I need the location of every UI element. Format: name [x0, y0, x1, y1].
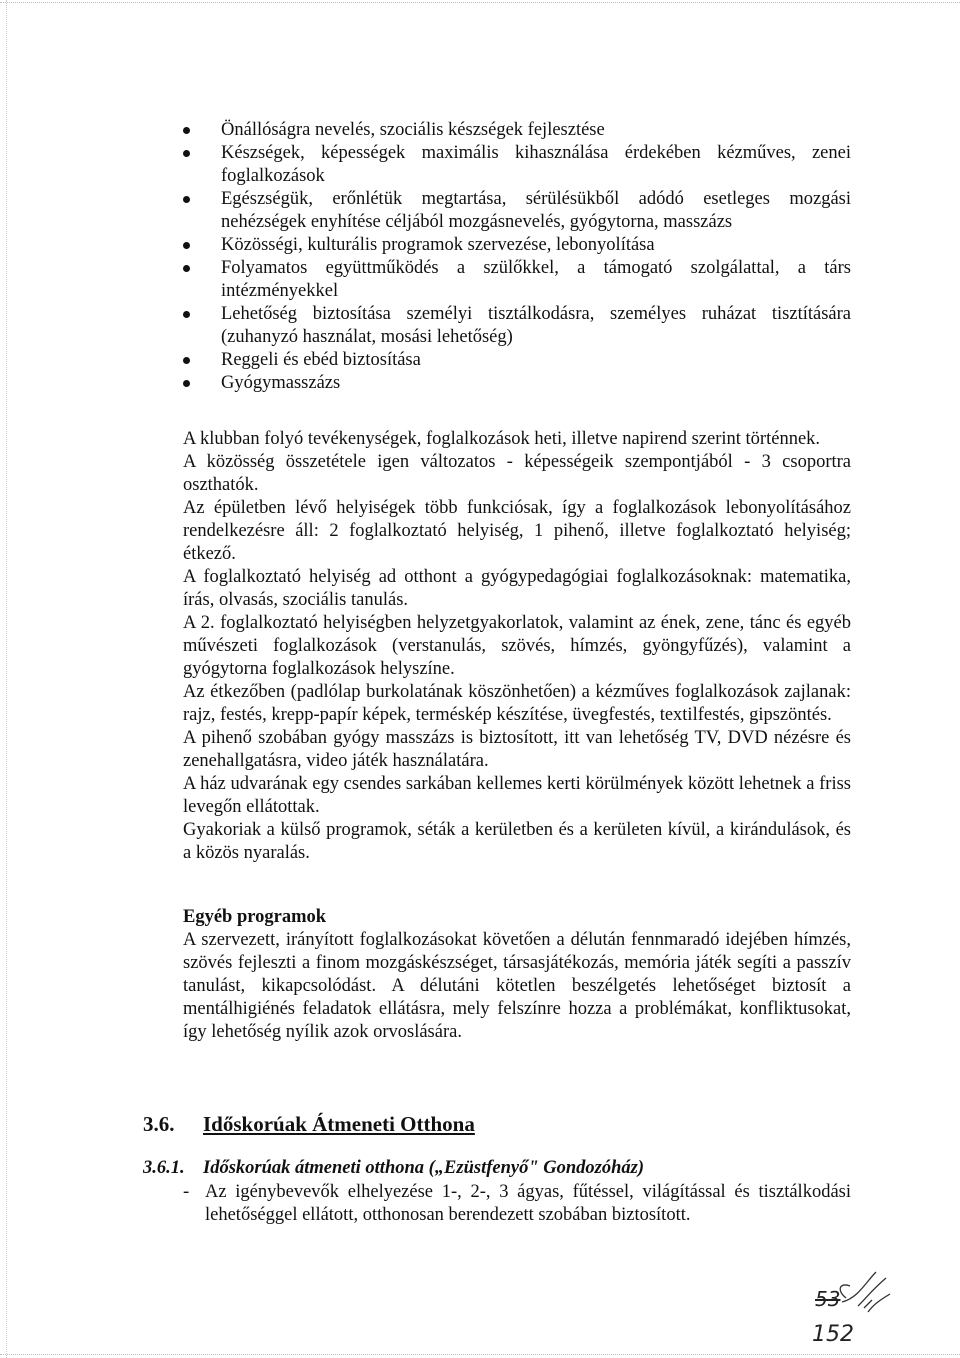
- other-programs-text: [183, 929, 851, 1044]
- scan-edge-bottom: [0, 1354, 960, 1355]
- bullet-icon: [183, 357, 190, 364]
- list-item: [183, 257, 851, 303]
- document-body: [183, 119, 851, 1044]
- dash-list-item: [183, 1181, 851, 1227]
- list-item-text: Közösségi, kulturális programok szervezése, lebonyolítása: [221, 235, 655, 255]
- bullet-icon: [183, 127, 190, 134]
- list-item: [183, 372, 851, 395]
- bullet-icon: [183, 265, 190, 272]
- club-activities-text: [183, 428, 851, 865]
- section-title: Időskorúak Átmeneti Otthona: [203, 1112, 475, 1136]
- other-programs-heading: Egyéb programok: [183, 907, 327, 927]
- paragraph: Az épületben lévő helyiségek több funkciósak, így a foglalkozások lebonyolításához rendelkezésre áll: 2 foglalkoztató helyiség, 1 pihenő, illetve foglalkoztató helyiség; étkező.: [183, 498, 851, 564]
- paragraph: A 2. foglalkoztató helyiségben helyzetgyakorlatok, valamint az ének, zene, tánc és egyéb művészeti foglalkozások (verstanulás, szövés, hímzés, gyöngyfűzés), valamint a gyógytorna foglalkozások helyszíne.: [183, 613, 851, 679]
- list-item-text: Reggeli és ebéd biztosítása: [221, 350, 421, 370]
- list-item-text: Önállóságra nevelés, szociális készségek fejlesztése: [221, 120, 605, 140]
- list-item: [183, 188, 851, 234]
- list-item: [183, 142, 851, 188]
- subsection-number: 3.6.1.: [143, 1158, 185, 1178]
- paragraph: A foglalkoztató helyiség ad otthont a gyógypedagógiai foglalkozásoknak: matematika, írás, olvasás, szociális tanulás.: [183, 567, 851, 610]
- bullet-icon: [183, 380, 190, 387]
- scan-edge-left: [6, 0, 7, 1358]
- subsection-title: Időskorúak átmeneti otthona („Ezüstfenyő" Gondozóház): [203, 1158, 644, 1178]
- bullet-icon: [183, 196, 190, 203]
- bullet-icon: [183, 242, 190, 249]
- list-item-text: Egészségük, erőnlétük megtartása, sérülésükből adódó esetleges mozgási nehézségek enyhítése céljából mozgásnevelés, gyógytorna, masszázs: [221, 189, 851, 232]
- handwritten-page-number: 152: [812, 1322, 854, 1347]
- bullet-icon: [183, 150, 190, 157]
- bullet-icon: [183, 311, 190, 318]
- section-heading: [143, 1111, 475, 1137]
- list-item: [183, 349, 851, 372]
- paragraph: A pihenő szobában gyógy masszázs is biztosított, itt van lehetőség TV, DVD nézésre és zenehallgatásra, video játék használatára.: [183, 728, 851, 771]
- list-item-text: Lehetőség biztosítása személyi tisztálkodásra, személyes ruházat tisztítására (zuhanyzó használat, mosási lehetőség): [221, 304, 851, 347]
- handwritten-signature-icon: [828, 1268, 898, 1318]
- list-item-text: Folyamatos együttműködés a szülőkkel, a támogató szolgálattal, a társ intézményekkel: [221, 258, 851, 301]
- paragraph: A klubban folyó tevékenységek, foglalkozások heti, illetve napirend szerint történnek.: [183, 429, 821, 449]
- list-item: [183, 234, 851, 257]
- paragraph: Gyakoriak a külső programok, séták a kerületben és a kerületen kívül, a kirándulások, és a közös nyaralás.: [183, 820, 851, 863]
- list-item: [183, 303, 851, 349]
- section-number: 3.6.: [143, 1112, 175, 1136]
- handwritten-crossed-number: 53: [815, 1287, 841, 1311]
- scan-edge-top: [0, 2, 960, 3]
- dash-icon: -: [183, 1182, 190, 1202]
- list-item-text: Készségek, képességek maximális kihasználása érdekében kézműves, zenei foglalkozások: [221, 143, 851, 186]
- paragraph: A közösség összetétele igen változatos - képességeik szempontjából - 3 csoportra oszthatók.: [183, 452, 851, 495]
- dash-item-text: Az igénybevevők elhelyezése 1-, 2-, 3 ágyas, fűtéssel, világítással és tisztálkodási lehetőséggel ellátott, otthonosan berendezett szobában biztosított.: [205, 1182, 851, 1225]
- paragraph: A szervezett, irányított foglalkozásokat követően a délután fennmaradó idejében hímzés, szövés fejleszti a finom mozgáskészséget, társasjátékozás, memória játék segíti a passzív tanulást, kikapcsolódást. A délutáni kötetlen beszélgetés lehetőséget biztosít a mentálhigiénés feladatok ellátásra, mely felszínre hozza a problémákat, konfliktusokat, így lehetőség nyílik azok orvoslására.: [183, 930, 851, 1042]
- paragraph: Az étkezőben (padlólap burkolatának köszönhetően) a kézműves foglalkozások zajlanak: rajz, festés, krepp-papír képek, terméskép készítése, üvegfestés, textilfestés, gipszöntés.: [183, 682, 851, 725]
- subsection-heading: [143, 1157, 644, 1180]
- bullet-list: [183, 119, 851, 395]
- list-item: [183, 119, 851, 142]
- list-item-text: Gyógymasszázs: [221, 373, 341, 393]
- paragraph: A ház udvarának egy csendes sarkában kellemes kerti körülmények között lehetnek a friss levegőn ellátottak.: [183, 774, 851, 817]
